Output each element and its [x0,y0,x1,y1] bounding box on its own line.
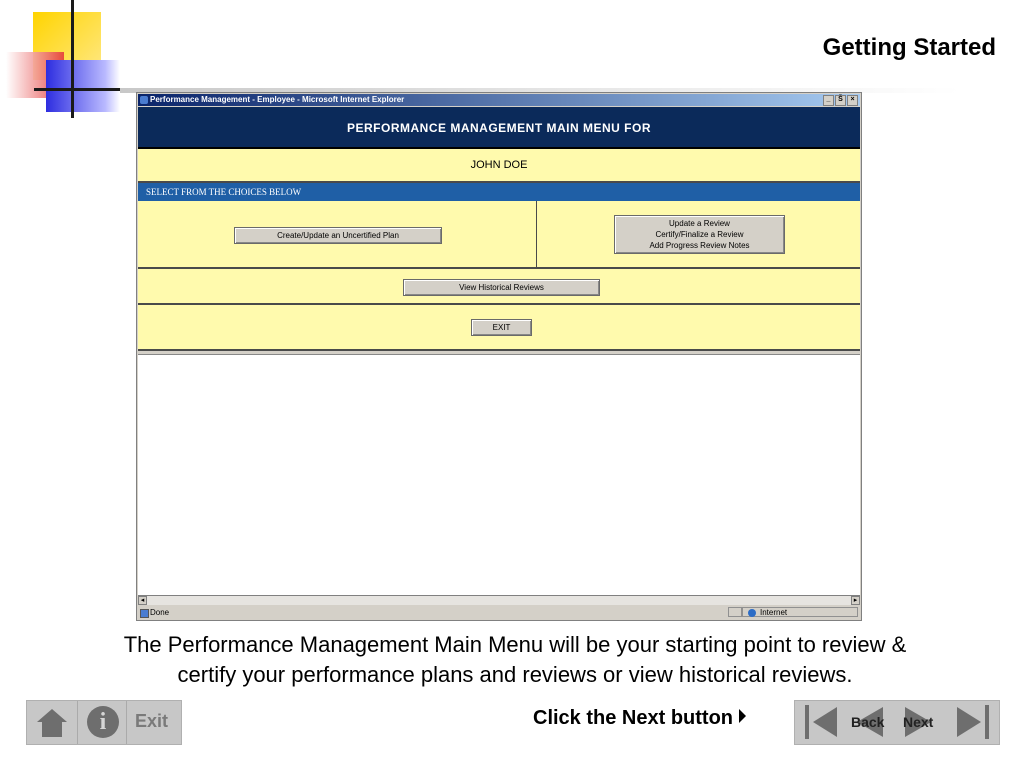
exit-label: Exit [135,711,169,731]
browser-content [138,107,860,595]
plan-cell [138,201,537,267]
caption-line-1: The Performance Management Main Menu will be your starting point to review & [123,632,907,657]
first-slide-button[interactable] [803,705,843,739]
choices-label: SELECT FROM THE CHOICES BELOW [138,183,860,201]
right-nav-bar [794,700,1000,745]
review-cell [537,201,860,267]
menu-row-exit [138,305,860,351]
back-button[interactable]: Back [851,714,885,730]
certify-review-line: Certify/Finalize a Review [655,230,744,239]
status-bar [138,606,860,619]
view-historical-reviews-button[interactable]: View Historical Reviews [403,279,600,296]
scroll-right-icon[interactable]: ▸ [851,596,860,605]
ie-icon [140,96,148,104]
logo-blue-square [46,60,120,112]
corner-logo [0,0,140,130]
logo-vertical-line [71,0,74,118]
browser-title-bar [138,94,860,106]
pointer-triangle-icon [739,709,746,723]
progress-notes-line: Add Progress Review Notes [649,241,750,250]
next-button[interactable]: Next [903,714,934,730]
next-instruction [533,707,746,730]
scroll-left-icon[interactable]: ◂ [138,596,147,605]
menu-row-history [138,269,860,305]
info-icon: i [87,706,119,738]
browser-window [136,92,862,621]
create-plan-button[interactable]: Create/Update an Uncertified Plan [234,227,442,244]
back-next-controls [845,701,945,744]
browser-title: Performance Management - Employee - Microsoft Internet Explorer [150,95,405,104]
internet-zone-icon [748,609,756,617]
exit-nav-button[interactable] [127,701,181,744]
info-button[interactable] [78,701,127,744]
horizontal-scrollbar[interactable] [138,595,860,605]
last-slide-button[interactable] [953,705,993,739]
next-instruction-text: Click the Next button [533,707,734,729]
status-text: Done [150,608,170,617]
employee-name: JOHN DOE [138,149,860,183]
exit-button[interactable]: EXIT [471,319,532,336]
left-nav-bar [26,700,182,745]
slide-caption [20,630,1010,690]
last-slide-icon [957,707,981,737]
minimize-button[interactable]: _ [823,95,834,106]
slide-title: Getting Started [822,34,996,61]
home-button[interactable] [27,701,78,744]
update-review-button[interactable] [614,215,785,254]
page-icon [140,609,149,618]
home-icon [37,709,67,737]
content-divider [138,351,860,355]
close-button[interactable]: × [847,95,858,106]
caption-line-2: certify your performance plans and reviews or view historical reviews. [177,662,853,687]
update-review-line: Update a Review [669,219,730,228]
menu-title: PERFORMANCE MANAGEMENT MAIN MENU FOR [138,107,860,149]
maximize-button[interactable]: Š [835,95,846,106]
status-panel [728,607,742,617]
zone-text: Internet [760,608,788,617]
window-controls [823,95,858,106]
menu-row-plans [138,201,860,269]
first-slide-icon [805,705,809,739]
